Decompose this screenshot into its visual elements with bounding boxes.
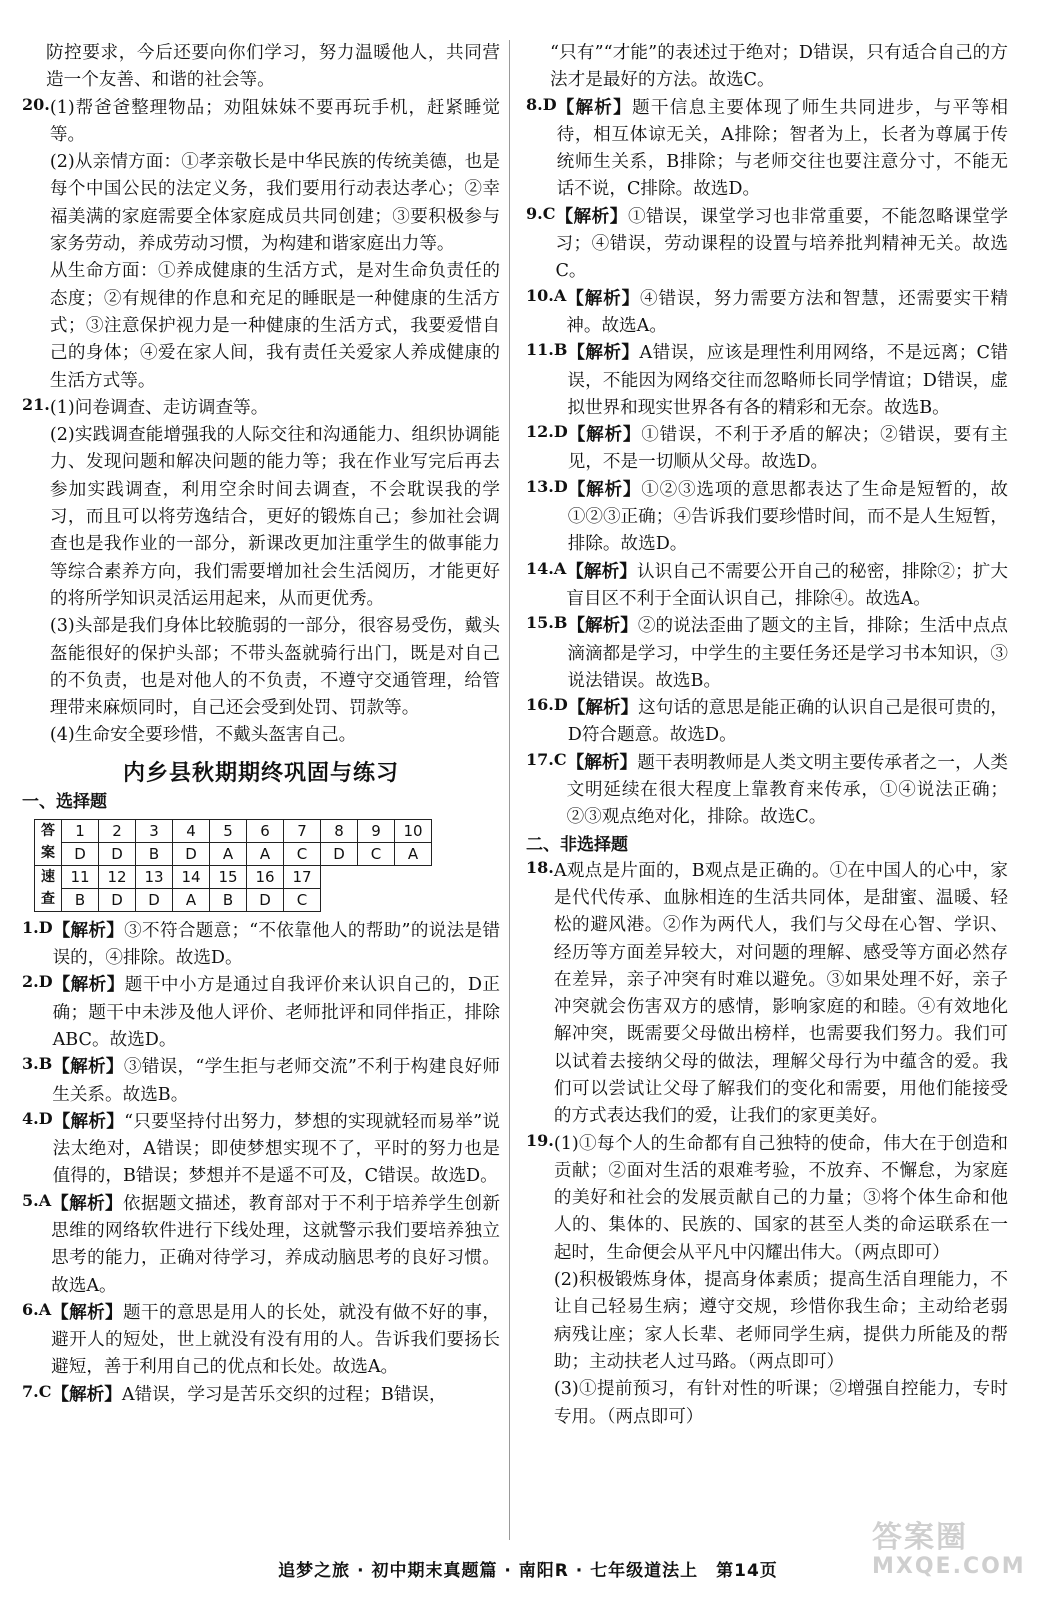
table-cell: D (62, 842, 99, 865)
answer-part: (4)生命安全要珍惜，不戴头盔害自己。 (49, 725, 357, 746)
table-cell: A (395, 842, 432, 865)
answer-3 (22, 1054, 500, 1109)
answer-16 (526, 695, 1008, 750)
analysis-tag: 【解析】 (52, 920, 125, 941)
analysis-tag: 【解析】 (566, 288, 641, 309)
table-cell: 10 (395, 819, 432, 842)
question-body (50, 395, 500, 750)
answer-text: 【解析】③不符合题意；“不依靠他人的帮助”的说法是错误的，④排除。故选D。 (52, 920, 500, 969)
table-cell: A (210, 842, 247, 865)
section-title: 内乡县秋期期终巩固与练习 (122, 760, 399, 786)
table-cell: 6 (247, 819, 284, 842)
answer-number: 2.D (22, 972, 53, 992)
answer-number: 10.A (526, 285, 567, 305)
table-cell: 15 (210, 865, 247, 888)
table-cell: 9 (358, 819, 395, 842)
table-cell: C (284, 842, 321, 865)
table-cell: 14 (173, 865, 210, 888)
answer-text: 【解析】A错误，学习是苦乐交织的过程；B错误， (51, 1384, 447, 1405)
question-body (50, 95, 500, 395)
question-19 (526, 1131, 1008, 1431)
table-cell: D (247, 888, 284, 911)
table-row (35, 888, 432, 911)
answer-text: 【解析】题干的意思是用人的长处，就没有做不好的事，避开人的短处，世上就没有没有用的人。告诉我们要扬长避短，善于利用自己的优点和长处。故选A。 (51, 1302, 500, 1378)
answer-10 (526, 286, 1008, 341)
analysis-tag: 【解析】 (567, 425, 642, 446)
answer-number: 1.D (22, 917, 53, 937)
answer-text: 【解析】题干信息主要体现了师生共同进步，与平等相待，相互体谅无关，A排除；智者为上，长者为尊属于传统师生关系，B排除；与老师交往也要注意分寸，不能无话不说，C排除。故选D。 (556, 97, 1008, 200)
answer-text: 【解析】题干中小方是通过自我评价来认识自己的，D正确；题干中未涉及他人评价、老师批评和同伴指正，排除ABC。故选D。 (52, 975, 500, 1050)
watermark-logo (872, 1512, 1042, 1592)
table-cell: D (99, 888, 136, 911)
answer-text: 【解析】A错误，应该是理性利用网络，不是远离；C错误，不能因为网络交往而忽略师长同学情谊；D错误，虚拟世界和现实世界各有各的精彩和无奈。故选B。 (567, 343, 1008, 418)
table-cell: C (284, 888, 321, 911)
answer-part: (1)帮爸爸整理物品；劝阻妹妹不要再玩手机，赶紧睡觉等。 (49, 97, 500, 145)
answer-6 (22, 1300, 500, 1382)
answer-2 (22, 972, 500, 1054)
answer-number: 4.D (22, 1108, 53, 1128)
answer-14 (526, 559, 1008, 614)
answer-number: 13.D (526, 476, 568, 496)
answer-number: 3.B (22, 1054, 53, 1074)
answer-text: A观点是片面的，B观点是正确的。①在中国人的心中，家是代代传承、血脉相连的生活共同体，是甜蜜、温暖、轻松的避风港。②作为两代人，我们与父母在心智、学识、经历等方面差异较大，对问题的理解、感受等方面必然存在差异，亲子冲突有时难以避免。③如果处理不好，亲子冲突就会伤害双方的感情，影响家庭的和睦。④有效地化解冲突，既需要父母做出榜样，也需要我们努力。我们可以试着去接纳父母的做法，理解父母行为中蕴含的爱。我们可以尝试让父母了解我们的变化和需要，用他们能接受的方式表达我们的爱，让我们的家更美好。 (553, 860, 1008, 1127)
table-cell: 13 (136, 865, 173, 888)
answer-text: 【解析】这句话的意思是能正确的认识自己是很可贵的，D符合题意。故选D。 (567, 698, 1008, 746)
answer-13 (526, 477, 1008, 559)
answer-5 (22, 1191, 500, 1300)
answer-number: 8.D (526, 94, 557, 114)
answer-text: 【解析】题干表明教师是人类文明主要传承者之一，人类文明延续在很大程度上靠教育来传承，①④说法正确；②③观点绝对化，排除。故选C。 (566, 752, 1008, 828)
watermark-text: 答案圈 (872, 1520, 968, 1555)
answer-number: 11.B (526, 340, 568, 360)
table-cell: B (136, 842, 173, 865)
question-18 (526, 858, 1008, 1131)
table-cell: 1 (62, 819, 99, 842)
analysis-tag: 【解析】 (52, 975, 125, 996)
table-cell: 5 (210, 819, 247, 842)
analysis-tag: 【解析】 (567, 698, 639, 719)
answer-number: 6.A (22, 1299, 52, 1319)
answer-7-continuation: “只有”“才能”的表述过于绝对；D错误，只有适合自己的方法才是最好的方法。故选C。 (550, 43, 1008, 91)
answer-text: 【解析】①②③选项的意思都表达了生命是短暂的，故①②③正确；④告诉我们要珍惜时间，而不是人生短暂，排除。故选D。 (567, 479, 1008, 555)
table-cell: 17 (284, 865, 321, 888)
table-row (35, 865, 432, 888)
analysis-tag: 【解析】 (51, 1302, 124, 1323)
table-cell: D (321, 842, 358, 865)
answer-number: 9.C (526, 203, 556, 223)
section-heading-choice: 一、选择题 (22, 791, 107, 812)
answer-4 (22, 1109, 500, 1191)
answer-part: (3)①提前预习，有针对性的听课；②增强自控能力，专时专用。（两点即可） (553, 1379, 1008, 1427)
answer-number: 7.C (22, 1381, 52, 1401)
table-cell: B (210, 888, 247, 911)
answer-part: (1)问卷调查、走访调查等。 (49, 397, 269, 418)
answer-15 (526, 613, 1008, 695)
analysis-tag: 【解析】 (555, 206, 628, 227)
table-cell: 4 (173, 819, 210, 842)
table-cell: 16 (247, 865, 284, 888)
column-divider (509, 40, 510, 1540)
table-cell: 11 (62, 865, 99, 888)
answer-part: 从生命方面：①养成健康的生活方式，是对生命负责任的态度；②有规律的作息和充足的睡眠是一种健康的生活方式；③注意保护视力是一种健康的生活方式，我要爱惜自己的身体；④爱在家人间，我有责任关爱家人养成健康的生活方式等。 (49, 261, 500, 391)
left-column (22, 40, 500, 1409)
answer-1 (22, 918, 500, 973)
answer-text: 【解析】②的说法歪曲了题文的主旨，排除；生活中点点滴滴都是学习，中学生的主要任务还是学习书本知识，③说法错误。故选B。 (567, 616, 1008, 691)
section-heading-nonchoice: 二、非选择题 (526, 834, 628, 855)
analysis-tag: 【解析】 (556, 97, 633, 118)
table-cell: 2 (99, 819, 136, 842)
answer-number: 5.A (22, 1190, 52, 1210)
answer-part: (2)实践调查能增强我的人际交往和沟通能力、组织协调能力、发现问题和解决问题的能力等；我在作业写完后再去参加实践调查，利用空余时间去调查，不会耽误我的学习，而且可以将劳逸结合，更好的锻炼自己；参加社会调查也是我作业的一部分，新课改更加注重学生的做事能力等综合素养方向，我们需要增加社会生活阅历，才能更好的将所学知识灵活运用起来，从而更优秀。 (49, 425, 500, 609)
answer-part: (3)头部是我们身体比较脆弱的一部分，很容易受伤，戴头盔能很好的保护头部；不带头盔就骑行出门，既是对自己的不负责，也是对他人的不负责，不遵守交通管理，给管理带来麻烦同时，自己还会受到处罚、罚款等。 (49, 616, 500, 719)
question-body (554, 1131, 1008, 1431)
answer-text: 【解析】③错误，“学生拒与老师交流”不利于构建良好师生关系。故选B。 (52, 1057, 500, 1105)
answer-table (34, 819, 432, 912)
answer-part: (2)积极锻炼身体，提高身体素质；提高生活自理能力，不让自己轻易生病；遵守交规，珍惜你我生命；主动给老弱病残让座；家人长辈、老师同学生病，提供力所能及的帮助；主动扶老人过马路。（两点即可） (553, 1270, 1008, 1372)
analysis-tag: 【解析】 (52, 1111, 125, 1132)
answer-part: (1)①每个人的生命都有自己独特的使命，伟大在于创造和贡献；②面对生活的艰难考验，不放弃、不懈怠，为家庭的美好和社会的发展贡献自己的力量；③将个体生命和他人的、集体的、民族的、国家的甚至人类的命运联系在一起时，生命便会从平凡中闪耀出伟大。（两点即可） (553, 1133, 1008, 1263)
analysis-tag: 【解析】 (52, 1057, 124, 1078)
analysis-tag: 【解析】 (567, 616, 638, 637)
answer-text: 【解析】④错误，努力需要方法和智慧，还需要实干精神。故选A。 (566, 288, 1008, 336)
answer-12 (526, 422, 1008, 477)
answer-text: 【解析】认识自己不需要公开自己的秘密，排除②；扩大盲目区不利于全面认识自己，排除④。故选A。 (566, 561, 1008, 609)
table-cell: D (173, 842, 210, 865)
answer-number: 17.C (526, 749, 567, 769)
answer-text: 【解析】“只要坚持付出努力，梦想的实现就轻而易举”说法太绝对，A错误；即使梦想实现不了，平时的努力也是值得的，B错误；梦想并不是遥不可及，C错误。故选D。 (52, 1111, 500, 1187)
question-20 (22, 95, 500, 395)
analysis-tag: 【解析】 (567, 343, 640, 364)
q19-continuation: 防控要求，今后还要向你们学习，努力温暖他人，共同营造一个友善、和谐的社会等。 (46, 43, 500, 91)
table-label: 速 查 (35, 865, 62, 911)
table-cell: C (358, 842, 395, 865)
answer-number: 14.A (526, 558, 567, 578)
question-21 (22, 395, 500, 750)
table-cell: 3 (136, 819, 173, 842)
analysis-tag: 【解析】 (566, 752, 638, 773)
answer-text: 【解析】①错误，不利于矛盾的解决；②错误，要有主见，不是一切顺从父母。故选D。 (567, 425, 1008, 473)
answer-9 (526, 204, 1008, 286)
question-number: 19. (526, 1130, 554, 1150)
question-number: 20. (22, 94, 50, 114)
answer-7 (22, 1382, 500, 1409)
answer-text: 【解析】①错误，课堂学习也非常重要，不能忽略课堂学习；④错误，劳动课程的设置与培养批判精神无关。故选C。 (555, 206, 1008, 282)
answer-number: 15.B (526, 613, 568, 633)
right-column (526, 40, 1008, 1431)
question-number: 18. (526, 857, 554, 877)
answer-number: 16.D (526, 695, 568, 715)
analysis-tag: 【解析】 (51, 1384, 122, 1405)
answer-11 (526, 340, 1008, 422)
table-cell: 8 (321, 819, 358, 842)
table-row (35, 842, 432, 865)
table-label: 答 案 (35, 819, 62, 865)
analysis-tag: 【解析】 (51, 1193, 124, 1214)
table-cell: A (173, 888, 210, 911)
analysis-tag: 【解析】 (567, 479, 642, 500)
table-cell: 7 (284, 819, 321, 842)
page-footer: 追梦之旅 · 初中期末真题篇 · 南阳R · 七年级道法上 第14页 (278, 1561, 778, 1581)
watermark-url: MXQE.COM (872, 1554, 1026, 1579)
analysis-tag: 【解析】 (566, 561, 637, 582)
table-cell: D (99, 842, 136, 865)
answer-number: 12.D (526, 422, 568, 442)
answer-part: (2)从亲情方面：①孝亲敬长是中华民族的传统美德，也是每个中国公民的法定义务，我们要用行动表达孝心；②幸福美满的家庭需要全体家庭成员共同创建；③要积极参与家务劳动，养成劳动习惯，为构建和谐家庭出力等。 (49, 152, 500, 255)
table-cell: A (247, 842, 284, 865)
table-cell: B (62, 888, 99, 911)
table-cell: 12 (99, 865, 136, 888)
table-cell: D (136, 888, 173, 911)
table-row (35, 819, 432, 842)
answer-17 (526, 750, 1008, 832)
answer-text: 【解析】依据题文描述，教育部对于不利于培养学生创新思维的网络软件进行下线处理，这就警示我们要培养独立思考的能力，正确对待学习，养成动脑思考的良好习惯。故选A。 (51, 1193, 500, 1296)
question-number: 21. (22, 394, 50, 414)
answer-8 (526, 95, 1008, 204)
